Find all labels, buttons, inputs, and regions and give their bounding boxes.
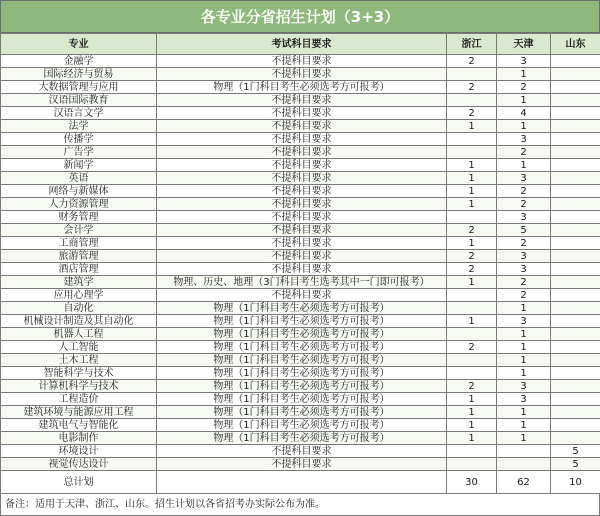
cell-major: 视觉传达设计	[1, 458, 157, 471]
cell-shandong	[551, 419, 600, 432]
cell-major: 建筑电气与智能化	[1, 419, 157, 432]
table-row	[1, 107, 600, 120]
cell-tianjin: 1	[497, 354, 551, 367]
cell-shandong	[551, 107, 600, 120]
table-row	[1, 159, 600, 172]
table-row	[1, 94, 600, 107]
table-row	[1, 406, 600, 419]
cell-zhejiang	[447, 328, 497, 341]
cell-tianjin: 3	[497, 315, 551, 328]
cell-tianjin: 3	[497, 393, 551, 406]
cell-shandong	[551, 120, 600, 133]
cell-requirement: 物理（1门科目考生必须选考方可报考）	[157, 81, 447, 94]
total-shandong: 10	[551, 471, 600, 494]
table-row	[1, 341, 600, 354]
cell-major: 建筑学	[1, 276, 157, 289]
header-shandong: 山东	[551, 34, 600, 55]
cell-zhejiang: 1	[447, 432, 497, 445]
cell-zhejiang: 2	[447, 81, 497, 94]
cell-shandong	[551, 393, 600, 406]
cell-tianjin: 1	[497, 120, 551, 133]
cell-major: 网络与新媒体	[1, 185, 157, 198]
cell-zhejiang: 1	[447, 198, 497, 211]
cell-requirement: 物理（1门科目考生必须选考方可报考）	[157, 328, 447, 341]
cell-tianjin: 2	[497, 289, 551, 302]
cell-zhejiang	[447, 302, 497, 315]
header-row	[1, 34, 600, 55]
cell-major: 旅游管理	[1, 250, 157, 263]
cell-major: 广告学	[1, 146, 157, 159]
table-row	[1, 211, 600, 224]
cell-tianjin: 3	[497, 250, 551, 263]
table-row	[1, 146, 600, 159]
cell-shandong	[551, 211, 600, 224]
cell-requirement: 不提科目要求	[157, 55, 447, 68]
cell-zhejiang	[447, 146, 497, 159]
cell-shandong	[551, 198, 600, 211]
table-row	[1, 172, 600, 185]
cell-tianjin: 1	[497, 302, 551, 315]
cell-requirement: 不提科目要求	[157, 185, 447, 198]
cell-major: 人工智能	[1, 341, 157, 354]
cell-shandong	[551, 250, 600, 263]
cell-tianjin: 1	[497, 367, 551, 380]
table-row	[1, 81, 600, 94]
cell-zhejiang: 1	[447, 406, 497, 419]
cell-shandong	[551, 315, 600, 328]
cell-zhejiang: 2	[447, 341, 497, 354]
cell-tianjin: 1	[497, 341, 551, 354]
cell-shandong	[551, 55, 600, 68]
cell-major: 土木工程	[1, 354, 157, 367]
cell-requirement: 物理（1门科目考生必须选考方可报考）	[157, 406, 447, 419]
cell-major: 酒店管理	[1, 263, 157, 276]
cell-requirement: 不提科目要求	[157, 107, 447, 120]
cell-major: 环境设计	[1, 445, 157, 458]
table-row	[1, 68, 600, 81]
cell-tianjin: 3	[497, 263, 551, 276]
cell-major: 机械设计制造及其自动化	[1, 315, 157, 328]
cell-shandong	[551, 237, 600, 250]
cell-shandong	[551, 146, 600, 159]
cell-zhejiang: 2	[447, 250, 497, 263]
cell-requirement: 不提科目要求	[157, 133, 447, 146]
cell-zhejiang: 1	[447, 237, 497, 250]
cell-requirement: 物理（1门科目考生必须选考方可报考）	[157, 432, 447, 445]
cell-zhejiang: 1	[447, 185, 497, 198]
table-row	[1, 250, 600, 263]
cell-major: 智能科学与技术	[1, 367, 157, 380]
cell-tianjin: 1	[497, 328, 551, 341]
cell-zhejiang	[447, 289, 497, 302]
header-major: 专业	[1, 34, 157, 55]
cell-requirement: 物理（1门科目考生必须选考方可报考）	[157, 380, 447, 393]
footnote: 备注：适用于天津、浙江、山东。招生计划以各省招考办实际公布为准。	[0, 494, 600, 516]
table-row	[1, 393, 600, 406]
cell-zhejiang: 1	[447, 276, 497, 289]
cell-major: 传播学	[1, 133, 157, 146]
cell-major: 工商管理	[1, 237, 157, 250]
cell-zhejiang	[447, 445, 497, 458]
cell-shandong	[551, 328, 600, 341]
cell-tianjin	[497, 458, 551, 471]
table-row	[1, 237, 600, 250]
table-row	[1, 289, 600, 302]
cell-zhejiang: 1	[447, 159, 497, 172]
cell-zhejiang	[447, 354, 497, 367]
cell-shandong	[551, 159, 600, 172]
cell-major: 财务管理	[1, 211, 157, 224]
cell-zhejiang: 2	[447, 224, 497, 237]
cell-shandong	[551, 354, 600, 367]
plan-table	[0, 33, 600, 494]
cell-tianjin: 2	[497, 276, 551, 289]
cell-major: 会计学	[1, 224, 157, 237]
cell-major: 汉语国际教育	[1, 94, 157, 107]
header-tianjin: 天津	[497, 34, 551, 55]
cell-tianjin: 2	[497, 81, 551, 94]
cell-major: 电影制作	[1, 432, 157, 445]
cell-major: 计算机科学与技术	[1, 380, 157, 393]
cell-shandong: 5	[551, 445, 600, 458]
cell-tianjin	[497, 445, 551, 458]
cell-requirement: 物理（1门科目考生必须选考方可报考）	[157, 315, 447, 328]
cell-requirement: 不提科目要求	[157, 237, 447, 250]
cell-major: 金融学	[1, 55, 157, 68]
cell-zhejiang: 2	[447, 263, 497, 276]
cell-requirement: 不提科目要求	[157, 211, 447, 224]
cell-major: 人力资源管理	[1, 198, 157, 211]
cell-shandong	[551, 172, 600, 185]
cell-tianjin: 2	[497, 237, 551, 250]
cell-zhejiang	[447, 211, 497, 224]
cell-zhejiang	[447, 133, 497, 146]
cell-shandong	[551, 341, 600, 354]
cell-zhejiang	[447, 94, 497, 107]
cell-tianjin: 1	[497, 419, 551, 432]
total-label: 总计划	[1, 471, 157, 494]
header-zhejiang: 浙江	[447, 34, 497, 55]
cell-tianjin: 1	[497, 68, 551, 81]
cell-tianjin: 3	[497, 55, 551, 68]
cell-requirement: 不提科目要求	[157, 445, 447, 458]
cell-zhejiang: 1	[447, 172, 497, 185]
table-row	[1, 133, 600, 146]
cell-shandong	[551, 133, 600, 146]
table-row	[1, 198, 600, 211]
cell-requirement: 物理（1门科目考生必须选考方可报考）	[157, 393, 447, 406]
cell-zhejiang	[447, 68, 497, 81]
cell-requirement: 不提科目要求	[157, 94, 447, 107]
cell-tianjin: 3	[497, 211, 551, 224]
cell-requirement: 物理（1门科目考生必须选考方可报考）	[157, 341, 447, 354]
table-row	[1, 224, 600, 237]
table-row	[1, 263, 600, 276]
cell-major: 国际经济与贸易	[1, 68, 157, 81]
total-row	[1, 471, 600, 494]
cell-major: 大数据管理与应用	[1, 81, 157, 94]
cell-requirement: 不提科目要求	[157, 68, 447, 81]
cell-major: 建筑环境与能源应用工程	[1, 406, 157, 419]
table-row	[1, 302, 600, 315]
cell-requirement: 物理（1门科目考生必须选考方可报考）	[157, 419, 447, 432]
cell-zhejiang: 2	[447, 55, 497, 68]
cell-shandong	[551, 94, 600, 107]
cell-shandong	[551, 289, 600, 302]
total-zhejiang: 30	[447, 471, 497, 494]
cell-tianjin: 3	[497, 133, 551, 146]
cell-requirement: 物理（1门科目考生必须选考方可报考）	[157, 354, 447, 367]
header-requirement: 考试科目要求	[157, 34, 447, 55]
cell-requirement: 物理、历史、地理（3门科目考生选考其中一门即可报考）	[157, 276, 447, 289]
cell-zhejiang: 1	[447, 419, 497, 432]
cell-tianjin: 2	[497, 185, 551, 198]
cell-shandong	[551, 406, 600, 419]
cell-major: 工程造价	[1, 393, 157, 406]
cell-shandong	[551, 81, 600, 94]
table-row	[1, 328, 600, 341]
cell-zhejiang	[447, 458, 497, 471]
table-row	[1, 380, 600, 393]
cell-zhejiang: 1	[447, 393, 497, 406]
cell-tianjin: 1	[497, 94, 551, 107]
cell-requirement: 不提科目要求	[157, 289, 447, 302]
cell-tianjin: 1	[497, 432, 551, 445]
cell-tianjin: 1	[497, 406, 551, 419]
cell-tianjin: 2	[497, 198, 551, 211]
table-row	[1, 315, 600, 328]
cell-requirement: 物理（1门科目考生必须选考方可报考）	[157, 367, 447, 380]
table-row	[1, 432, 600, 445]
table-row	[1, 120, 600, 133]
cell-major: 应用心理学	[1, 289, 157, 302]
cell-shandong	[551, 432, 600, 445]
cell-requirement: 不提科目要求	[157, 263, 447, 276]
cell-zhejiang: 2	[447, 380, 497, 393]
cell-tianjin: 3	[497, 172, 551, 185]
cell-tianjin: 2	[497, 146, 551, 159]
cell-major: 新闻学	[1, 159, 157, 172]
cell-shandong	[551, 302, 600, 315]
cell-requirement: 物理（1门科目考生必须选考方可报考）	[157, 302, 447, 315]
cell-zhejiang: 2	[447, 107, 497, 120]
cell-requirement: 不提科目要求	[157, 198, 447, 211]
cell-tianjin: 4	[497, 107, 551, 120]
cell-requirement: 不提科目要求	[157, 250, 447, 263]
cell-shandong: 5	[551, 458, 600, 471]
sheet-title: 各专业分省招生计划（3+3）	[0, 0, 600, 33]
cell-requirement: 不提科目要求	[157, 458, 447, 471]
table-row	[1, 55, 600, 68]
table-row	[1, 445, 600, 458]
total-empty	[157, 471, 447, 494]
cell-requirement: 不提科目要求	[157, 159, 447, 172]
cell-requirement: 不提科目要求	[157, 172, 447, 185]
cell-requirement: 不提科目要求	[157, 224, 447, 237]
table-row	[1, 185, 600, 198]
cell-shandong	[551, 68, 600, 81]
cell-requirement: 不提科目要求	[157, 120, 447, 133]
cell-tianjin: 3	[497, 380, 551, 393]
total-tianjin: 62	[497, 471, 551, 494]
cell-shandong	[551, 185, 600, 198]
cell-shandong	[551, 263, 600, 276]
table-row	[1, 276, 600, 289]
cell-shandong	[551, 276, 600, 289]
cell-shandong	[551, 224, 600, 237]
cell-requirement: 不提科目要求	[157, 146, 447, 159]
cell-major: 机器人工程	[1, 328, 157, 341]
table-row	[1, 458, 600, 471]
cell-major: 英语	[1, 172, 157, 185]
cell-major: 汉语言文学	[1, 107, 157, 120]
cell-major: 法学	[1, 120, 157, 133]
cell-tianjin: 1	[497, 159, 551, 172]
cell-zhejiang: 1	[447, 315, 497, 328]
cell-zhejiang: 1	[447, 120, 497, 133]
table-row	[1, 367, 600, 380]
table-row	[1, 419, 600, 432]
cell-major: 自动化	[1, 302, 157, 315]
cell-shandong	[551, 367, 600, 380]
cell-zhejiang	[447, 367, 497, 380]
cell-tianjin: 5	[497, 224, 551, 237]
cell-shandong	[551, 380, 600, 393]
table-row	[1, 354, 600, 367]
